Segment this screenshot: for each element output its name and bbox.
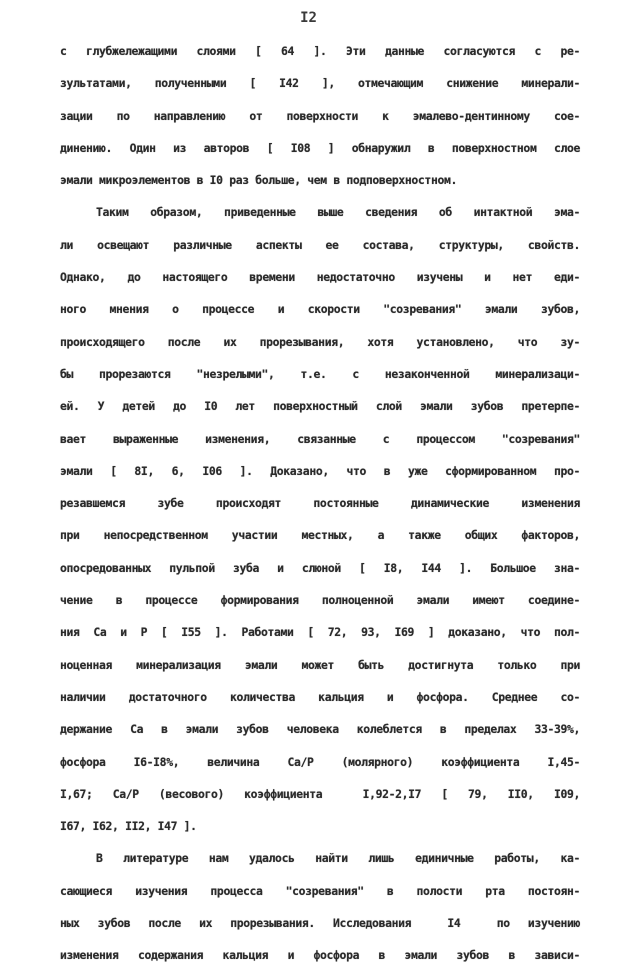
text-line: происходящего после их прорезывания, хотя установлено, что зу-	[60, 334, 580, 349]
text-line: зультатами, полученными [ I42 ], отмечающим снижение минерали-	[60, 76, 580, 91]
text-line: I,67; Са/Р (весового) коэффициента I,92-2,I7 [ 79, II0, I09,	[60, 786, 580, 801]
text-line: с глубжележащими слоями [ 64 ]. Эти данные согласуются с ре-	[60, 44, 580, 58]
text-line: динению. Один из авторов [ I08 ] обнаружил в поверхностном слое	[60, 140, 580, 155]
text-line: ного мнения о процессе и скорости "созревания" эмали зубов,	[60, 302, 580, 317]
text-line: сающиеся изучения процесса "созревания" в полости рта постоян-	[60, 883, 580, 898]
text-line: ноценная минерализация эмали может быть достигнута только при	[60, 657, 580, 672]
text-line: изменения содержания кальция и фосфора в эмали зубов в зависи-	[60, 948, 580, 963]
text-line: В литературе нам удалось найти лишь единичные работы, ка-	[96, 851, 580, 866]
text-line: резавшемся зубе происходят постоянные динамические изменения	[60, 496, 580, 511]
text-line: опосредованных пульпой зуба и слюной [ I8, I44 ]. Большое зна-	[60, 560, 580, 575]
text-line: фосфора I6-I8%, величина Са/Р (молярного) коэффициента I,45-	[60, 754, 580, 769]
text-line: ния Са и Р [ I55 ]. Работами [ 72, 93, I69 ] доказано, что пол-	[60, 625, 580, 640]
text-line: зации по направлению от поверхности к эмалево-дентинному сое-	[60, 108, 580, 123]
paragraph-1	[60, 35, 580, 196]
text-line: бы прорезаются "незрелыми", т.е. с незаконченной минерализаци-	[60, 366, 580, 381]
text-line: чение в процессе формирования полноценной эмали имеют соедине-	[60, 593, 580, 608]
text-line: при непосредственном участии местных, а также общих факторов,	[60, 528, 580, 543]
text-line: держание Са в эмали зубов человека колеблется в пределах 33-39%,	[60, 722, 580, 737]
text-line: эмали [ 8I, 6, I06 ]. Доказано, что в уже сформированном про-	[60, 463, 580, 478]
text-line: ей. У детей до I0 лет поверхностный слой эмали зубов претерпе-	[60, 399, 580, 414]
text-line: вает выраженные изменения, связанные с процессом "созревания"	[60, 431, 580, 446]
text-line: ных зубов после их прорезывания. Исследования I4 по изучению	[60, 916, 580, 931]
page-number: I2	[300, 10, 317, 26]
document-body	[60, 35, 580, 972]
paragraph-3	[60, 842, 580, 971]
text-line: Однако, до настоящего времени недостаточно изучены и нет еди-	[60, 270, 580, 285]
paragraph-2	[60, 196, 580, 842]
text-line: наличии достаточного количества кальция и фосфора. Среднее со-	[60, 689, 580, 704]
text-line: Таким образом, приведенные выше сведения об интактной эма-	[96, 205, 580, 220]
text-line: ли освещают различные аспекты ее состава, структуры, свойств.	[60, 237, 580, 252]
text-line: эмали микроэлементов в I0 раз больше, чем в подповерхностном.	[60, 173, 457, 188]
text-line: I67, I62, II2, I47 ].	[60, 819, 197, 834]
